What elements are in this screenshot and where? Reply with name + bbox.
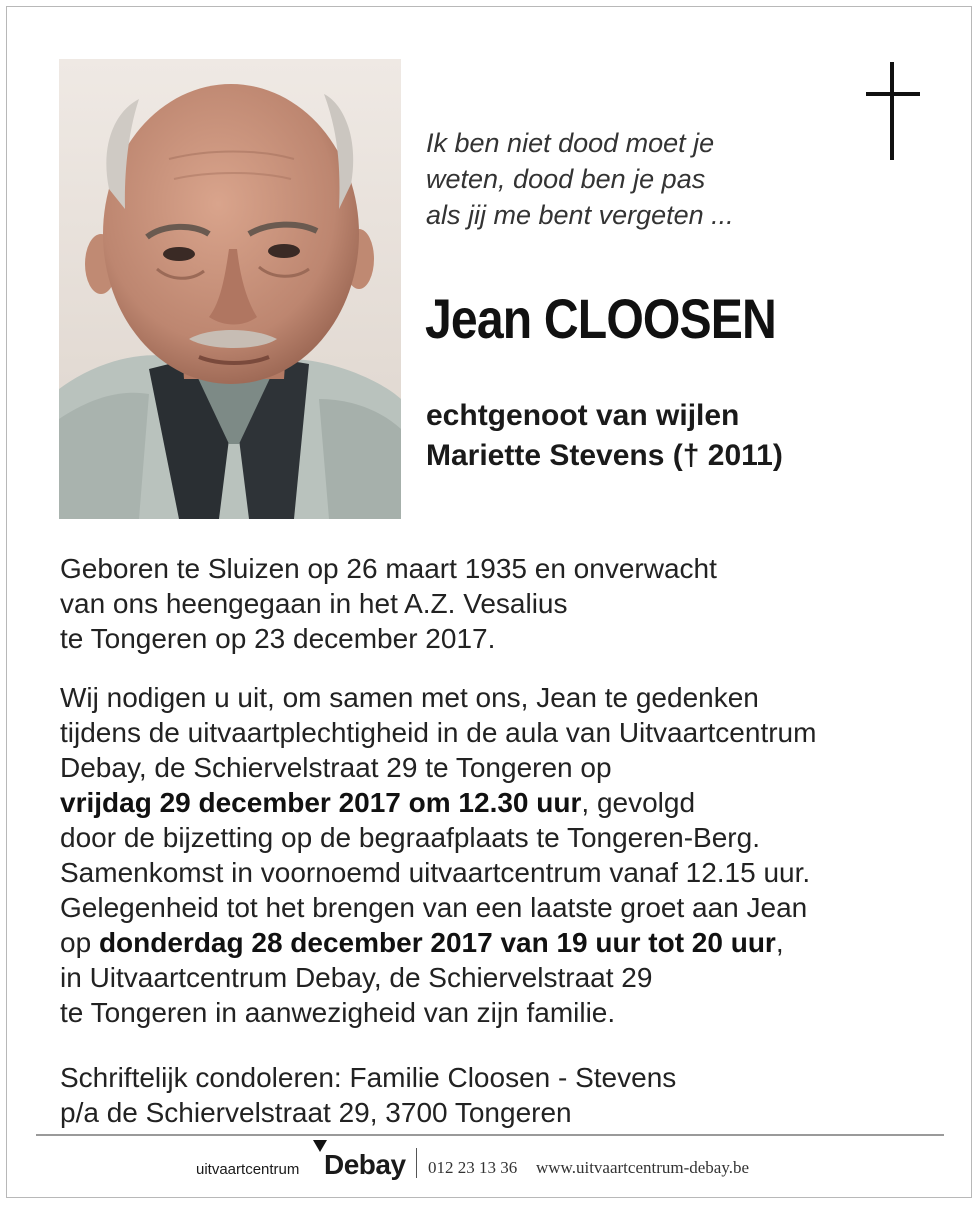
footer — [36, 1140, 944, 1190]
condolence-paragraph — [60, 1060, 940, 1130]
funeral-date: vrijdag 29 december 2017 om 12.30 uur — [60, 787, 582, 818]
verse-line: Ik ben niet dood moet je — [426, 128, 715, 158]
ceremony-paragraph — [60, 680, 940, 1030]
brand-name: Debay — [324, 1149, 406, 1180]
text-line: tijdens de uitvaartplechtigheid in de aula van Uitvaartcentrum — [60, 717, 817, 748]
spouse-info — [426, 396, 906, 476]
portrait-illustration — [59, 59, 401, 519]
visitation-date: donderdag 28 december 2017 van 19 uur tot 20 uur — [98, 927, 776, 958]
spouse-line: Mariette Stevens († 2011) — [426, 439, 783, 472]
deceased-name: Jean CLOOSEN — [425, 287, 776, 350]
spouse-line: echtgenoot van wijlen — [426, 399, 740, 432]
verse-line: als jij me bent vergeten ... — [426, 200, 734, 230]
text-line: p/a de Schiervelstraat 29, 3700 Tongeren — [60, 1097, 572, 1128]
text-line: te Tongeren op 23 december 2017. — [60, 623, 496, 654]
text-line: in Uitvaartcentrum Debay, de Schiervelstraat 29 — [60, 962, 653, 993]
phone-number: 012 23 13 36 — [428, 1158, 518, 1177]
footer-separator — [416, 1148, 417, 1178]
text-line: Samenkomst in voornoemd uitvaartcentrum vanaf 12.15 uur. — [60, 857, 811, 888]
website-link[interactable]: www.uitvaartcentrum-debay.be — [536, 1158, 750, 1177]
text-line: door de bijzetting op de begraafplaats te Tongeren-Berg. — [60, 822, 760, 853]
cross-icon — [862, 62, 924, 160]
text-fragment: , gevolgd — [581, 787, 696, 818]
text-line: Geboren te Sluizen op 26 maart 1935 en onverwacht — [60, 553, 717, 584]
text-line — [60, 785, 940, 820]
text-line: te Tongeren in aanwezigheid van zijn familie. — [60, 997, 616, 1028]
text-line: Debay, de Schiervelstraat 29 te Tongeren op — [60, 752, 612, 783]
text-fragment: , — [775, 927, 784, 958]
text-line: Gelegenheid tot het brengen van een laatste groet aan Jean — [60, 892, 808, 923]
text-line: Schriftelijk condoleren: Familie Cloosen - Stevens — [60, 1062, 677, 1093]
text-line: van ons heengegaan in het A.Z. Vesalius — [60, 588, 568, 619]
footer-divider — [36, 1134, 944, 1136]
text-fragment: op — [60, 927, 99, 958]
portrait-photo — [59, 59, 401, 519]
birth-death-paragraph — [60, 551, 940, 656]
text-line: Wij nodigen u uit, om samen met ons, Jean te gedenken — [60, 682, 759, 713]
brand-prefix: uitvaartcentrum — [196, 1161, 300, 1178]
memorial-verse — [426, 125, 846, 233]
verse-line: weten, dood ben je pas — [426, 164, 706, 194]
text-line — [60, 925, 940, 960]
